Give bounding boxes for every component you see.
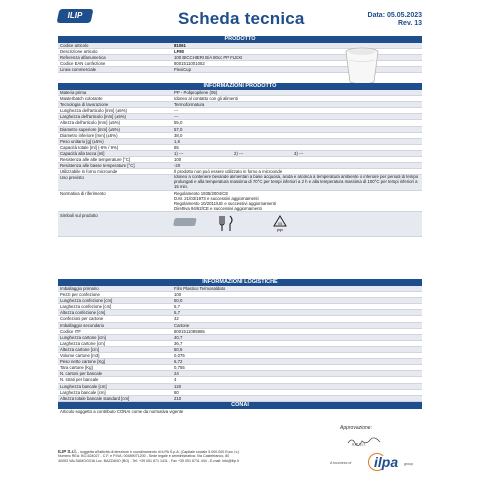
row-label: Tecnologia di lavorazione [60, 102, 109, 108]
logistics-rows [58, 286, 422, 402]
food-contact-icon [220, 216, 232, 231]
capacity-mark-1: 1) --- [174, 150, 184, 156]
row-value: 50,0 [174, 298, 183, 304]
signature-text: ILIP S.r.l. [352, 442, 367, 446]
row-label: Tara cartone [Kg] [60, 365, 93, 371]
row-value: 5,7 [174, 310, 180, 316]
row-label: Pezzi per confezione [60, 292, 100, 298]
regulation-item: Regolamento 10/2011/UE e successivi aggiornamenti [174, 200, 276, 206]
ilpa-logo-text: ilpa [374, 454, 399, 470]
row-value: Cartone [174, 322, 190, 328]
product-symbols [172, 212, 422, 238]
ilip-mark-icon [173, 218, 197, 226]
row-label: Altezza cartone [cm] [60, 346, 99, 352]
row-value: 120 [174, 383, 182, 389]
date-text: Data: 05.05.2023 [367, 12, 422, 19]
row-label: Peso netto cartone [Kg] [60, 359, 105, 365]
approval-label: Approvazione: [340, 425, 372, 431]
row-value: --- [174, 114, 179, 120]
row-label: Diametro inferiore [mm] (±5%) [60, 132, 118, 138]
capacity-mark-2: 2) --- [234, 150, 244, 156]
row-value: 1,6 [174, 138, 180, 144]
row-value: 0,075 [174, 353, 185, 359]
conai-note: Articolo soggetto a contributo CONAI come da normativa vigente [60, 409, 184, 414]
company-footer [58, 450, 308, 463]
ilip-logo: ILIP [57, 9, 94, 23]
row-value: Termoformatura [174, 102, 205, 108]
row-value: 50,5 [174, 346, 183, 352]
row-label: Lunghezza cartone [cm] [60, 334, 106, 340]
row-value: Film Plastico Termosaldato [174, 286, 226, 291]
row-value: -20 [174, 163, 181, 169]
row-label: Codice ITF [60, 328, 82, 334]
row-label: N. strati per bancale [60, 377, 99, 383]
row-label: Referenza alfanumerica [60, 55, 106, 61]
regulation-item: Direttiva 94/62/CE e successivi aggiornamenti [174, 205, 262, 211]
row-value: 40,7 [174, 334, 183, 340]
row-value: 42 [174, 316, 179, 322]
footer-line-2: Numero REA: BO-524027 - C.F. e P.IVA: 00489071200 - Sede legale e amministrativa: Via Castelfranco, 80 [58, 454, 230, 459]
row-label: Volume cartone [m3] [60, 353, 100, 359]
row-value: PP - Polipropilene (05) [174, 90, 218, 95]
row-label: Resistenza alle basse temperature [°C] [60, 163, 135, 169]
logistics-section-header: INFORMAZIONI LOGISTICHE [58, 279, 422, 286]
row-value: Il prodotto non può essere utilizzato in forno a microonde [174, 169, 283, 175]
row-value: 210 [174, 395, 182, 401]
row-label: N. cartoni per bancale [60, 371, 103, 377]
row-label: Utilizzabile in forno microonde [60, 169, 118, 175]
row-label: Altezza dell'articolo [mm] (±5%) [60, 120, 121, 126]
regulation-item: D.M. 21/03/1973 e successivi aggiornamenti [174, 195, 259, 201]
row-label: Imballaggio secondario [60, 322, 105, 328]
row-label: Descrizione articolo [60, 49, 98, 55]
row-label: Altezza confezione [cm] [60, 310, 106, 316]
row-label: Codice articolo [60, 43, 89, 48]
group-prefix: A business of [330, 461, 352, 465]
row-label: Uso previsto [60, 175, 84, 181]
capacity-values [172, 151, 422, 156]
row-value: Idoneo al contatto con gli alimenti [174, 96, 238, 102]
row-label: Larghezza bancale [cm] [60, 389, 106, 395]
row-label: Altezza totale bancale standard [cm] [60, 395, 130, 401]
row-label: Lunghezza bancale [cm] [60, 383, 107, 389]
row-value: 81061 [174, 43, 186, 48]
info-rows [58, 90, 422, 237]
row-value: 6,72 [174, 359, 183, 365]
row-label: Diametro superiore [mm] (±5%) [60, 126, 120, 132]
row-label: Linea commerciale [60, 67, 97, 73]
table-row [58, 175, 422, 190]
footer-line-3: 40053 VALSAMOGGIA Loc. BAZZANO (BO) - Tel: +39 051 671 1411 - Fax +39 051 6711 444 - E-mail: info@ilip.it [58, 458, 239, 463]
pp-recycle-icon [274, 216, 286, 233]
page-title: Scheda tecnica [178, 9, 305, 28]
regulation-item: Regolamento 1935/2004/CE [174, 190, 229, 196]
row-label: Lunghezza dell'articolo [mm] (±5%) [60, 108, 127, 114]
intended-use-text: Idoneo a contenere bevande alimentari a base acquosa, acida e alcolica a temperatura ambiente o inferiore per periodi di tempo prolungati e alla temperatura massima di 70°C per tempi inferiori a 2 h e alla temperatura massima di 100°C per tempi inferiori a 15 min. [174, 175, 419, 189]
recycle-code-text: 05 [277, 221, 283, 227]
row-value: 100 BICCHIERI B/A 80cc PP FLEXI [174, 55, 243, 61]
row-value: 80 [174, 389, 179, 395]
row-value: LF80 [174, 49, 185, 55]
row-label: Capacità totale [ml] (-6% / 9%) [60, 144, 119, 150]
row-value: 4 [174, 377, 177, 383]
row-value: 36,7 [174, 340, 183, 346]
row-label: Lunghezza confezione [cm] [60, 298, 113, 304]
row-value: 38,0 [174, 132, 183, 138]
rev-text: Rev. 13 [398, 20, 422, 27]
row-label: Capacità alla tacca [ml] [60, 150, 105, 156]
row-label: Normativa di riferimento [60, 190, 106, 196]
row-label: Confezioni per cartone [60, 316, 104, 322]
row-label: Larghezza cartone [cm] [60, 340, 105, 346]
regulations-list [172, 191, 422, 211]
row-label: Materia prima [60, 90, 87, 95]
row-label: Codice EAN confezione [60, 61, 106, 67]
table-row [58, 212, 422, 237]
signature-stamp [346, 436, 382, 446]
row-label: Resistenza alle alte temperature [°C] [60, 157, 131, 163]
row-label: Simboli sul prodotto [60, 213, 98, 219]
row-label: Masterbatch colorante [60, 96, 103, 102]
symbols-strip [172, 212, 372, 234]
row-value: 8001511001052 [174, 61, 205, 67]
row-label: Larghezza dell'articolo [mm] (±5%) [60, 114, 126, 120]
row-label: Larghezza confezione [cm] [60, 304, 112, 310]
row-value: 8001511085865 [174, 328, 205, 334]
group-logo [330, 452, 420, 474]
row-value: 100 [174, 157, 182, 163]
row-value: 55,0 [174, 120, 183, 126]
row-label: Peso unitario [g] (±5%) [60, 138, 104, 144]
row-value: 0,755 [174, 365, 185, 371]
row-value: 5,7 [174, 304, 180, 310]
date-rev-box [368, 12, 422, 28]
row-value: 24 [174, 371, 179, 377]
footer-line-1: ILIP S.r.l. - soggetta all'attività di direzione e coordinamento di ILPA S.p.A. (Capitale sociale 5.000.000 Euro i.v.) [58, 449, 240, 454]
row-value: 85 [174, 144, 179, 150]
row-value: FlexiCup [174, 67, 191, 73]
conai-section-header: CONAI [58, 402, 422, 409]
info-section-header: INFORMAZIONI PRODOTTO [58, 83, 422, 90]
table-row [58, 191, 422, 212]
row-label: Imballaggio primario [60, 286, 99, 291]
pp-label: PP [276, 228, 284, 234]
capacity-mark-3: 3) --- [294, 150, 304, 156]
cup-product-image [340, 44, 384, 88]
product-section-header: PRODOTTO [58, 36, 422, 43]
table-row [58, 396, 422, 402]
row-value: 57,0 [174, 126, 183, 132]
row-value: 100 [174, 292, 182, 298]
group-suffix: group [404, 462, 414, 466]
row-value: --- [174, 108, 179, 114]
